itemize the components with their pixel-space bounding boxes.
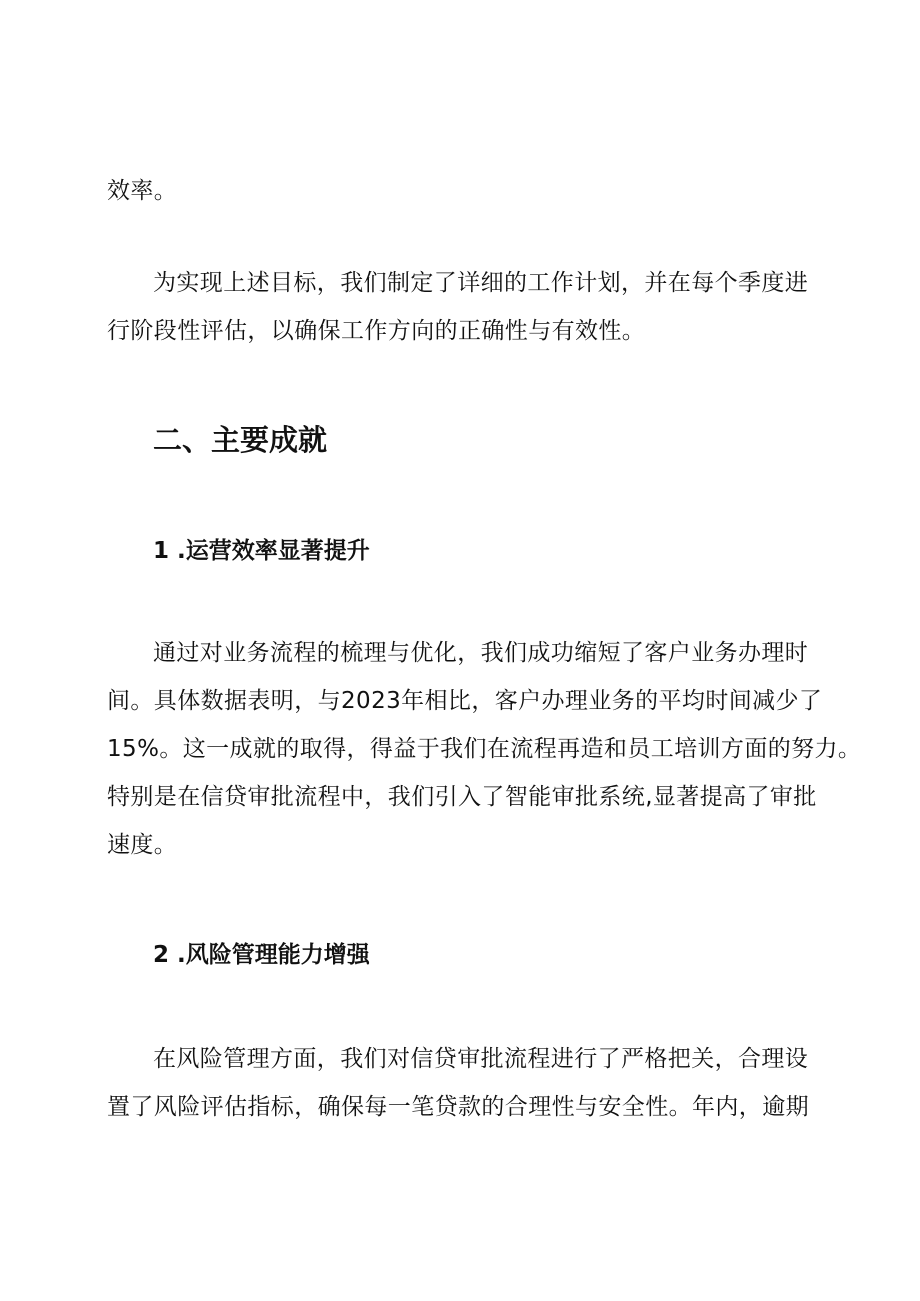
subsection-heading: 2 .风险管理能力增强	[153, 942, 370, 968]
paragraph-line: 行阶段性评估，以确保工作方向的正确性与有效性。	[107, 318, 646, 344]
paragraph-line: 置了风险评估指标，确保每一笔贷款的合理性与安全性。年内，逾期	[107, 1094, 809, 1120]
paragraph-line: 特别是在信贷审批流程中，我们引入了智能审批系统,显著提高了审批	[107, 784, 817, 810]
paragraph-line: 在风险管理方面，我们对信贷审批流程进行了严格把关，合理设	[153, 1046, 809, 1072]
paragraph-line: 为实现上述目标，我们制定了详细的工作计划，并在每个季度进	[153, 270, 809, 296]
paragraph-line: 15%。这一成就的取得，得益于我们在流程再造和员工培训方面的努力。	[107, 736, 862, 762]
paragraph-line: 效率。	[107, 178, 178, 204]
section-heading: 二、主要成就	[153, 423, 328, 457]
paragraph-line: 速度。	[107, 832, 178, 858]
paragraph-line: 间。具体数据表明，与2023年相比，客户办理业务的平均时间减少了	[107, 688, 823, 714]
paragraph-line: 通过对业务流程的梳理与优化，我们成功缩短了客户业务办理时	[153, 640, 809, 666]
subsection-heading: 1 .运营效率显著提升	[153, 538, 370, 564]
